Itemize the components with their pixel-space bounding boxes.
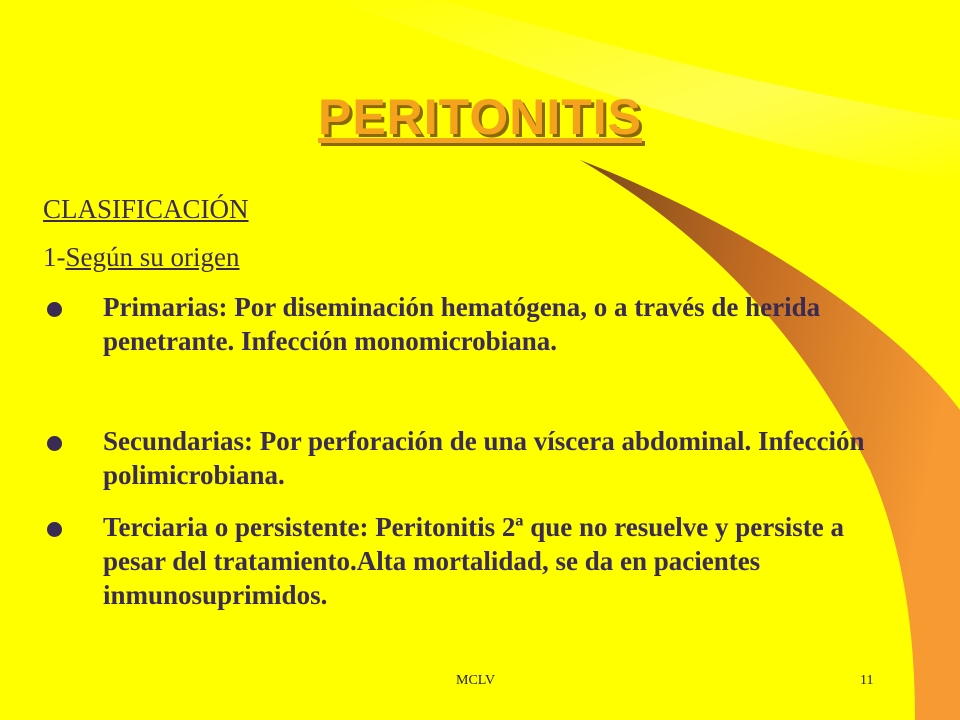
bullet-dot-icon (47, 302, 62, 317)
bullet-dot-icon (47, 436, 62, 451)
slide-number: 11 (860, 673, 874, 688)
bullet-dot-icon (47, 522, 62, 537)
bullet-text: Secundarias: Por perforación de una víscera abdominal. Infección polimicrobiana. (103, 426, 865, 490)
footer-author: MCLV (456, 673, 496, 688)
bullet-text: Primarias: Por diseminación hematógena, o a través de herida penetrante. Infección monomicrobiana. (103, 292, 821, 356)
classification-heading: CLASIFICACIÓN (43, 194, 249, 224)
slide-title: PERITONITIS (317, 89, 642, 145)
subheading-text: Según su origen (65, 242, 240, 272)
subheading (43, 242, 239, 273)
subheading-prefix: 1- (43, 242, 66, 272)
bullet-text: Terciaria o persistente: Peritonitis 2ª que no resuelve y persiste a pesar del tratamiento.Alta mortalidad, se da en pacientes inmunosuprimidos. (103, 512, 844, 610)
